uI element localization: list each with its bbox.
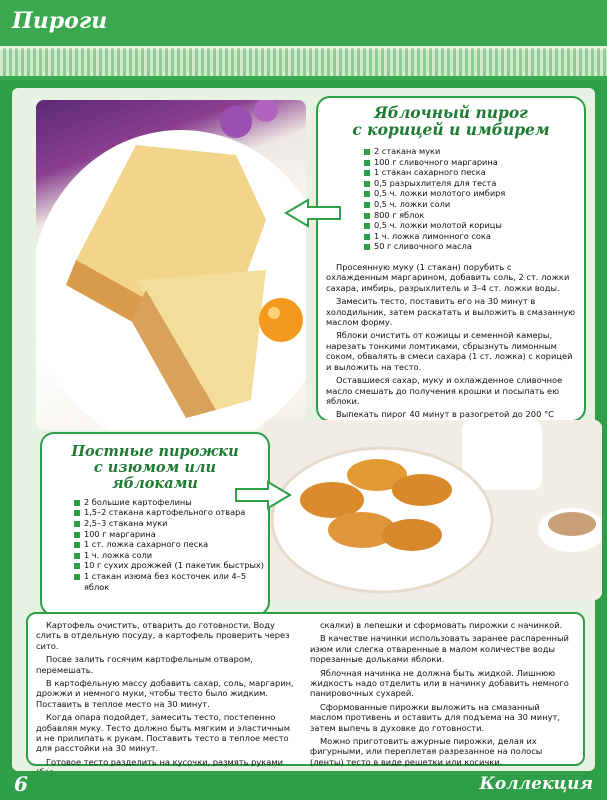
section-title: Пироги	[12, 8, 108, 34]
recipe-card-apple-pie	[316, 96, 586, 422]
ingredient-item: 2 стакана муки	[364, 146, 584, 157]
method-paragraph: В качестве начинки использовать заранее распаренный изюм или слегка отваренные в малом количестве воды порезанные дольками яблоки.	[310, 633, 569, 665]
recipe1-ingredients	[364, 146, 584, 252]
method-paragraph: Просеянную муку (1 стакан) порубить с охлажденным маргарином, добавить соль, 2 ст. ложки сахара, имбирь, разрыхлитель и 3–4 ст. ложки воды.	[326, 262, 570, 293]
method-paragraph: скалки) в лепешки и сформовать пирожки с начинкой.	[320, 620, 563, 630]
recipe-card-pirozhki	[40, 432, 270, 616]
recipe1-title-line1: Яблочный пирог	[374, 103, 528, 122]
method-paragraph: Сформованные пирожки выложить на смазанный маслом противень и оставить для подъема на 30 минут, затем выпечь в духовке до готовности.	[310, 701, 560, 733]
recipe2-method-panel	[26, 612, 585, 766]
recipe2-method-col1	[36, 620, 298, 781]
ingredient-item: 1 ч. ложка соли	[74, 550, 268, 561]
header-band	[0, 0, 607, 80]
method-paragraph: Когда опара подойдет, замесить тесто, постепенно добавляя муку. Тесто должно быть мягким и эластичным и не прилипать к рукам. Поставить тесто в теплое место для расстойки на 30 минут.	[36, 712, 291, 754]
arrow-right-icon	[234, 480, 292, 510]
recipe1-title	[318, 104, 584, 138]
recipe1-method	[326, 262, 576, 430]
method-paragraph: В картофельную массу добавить сахар, соль, маргарин, дрожжи и немного муки, чтобы тесто было жидким. Поставить в теплое место на 30 минут.	[36, 678, 294, 709]
recipe2-title-line2: с изюмом или	[93, 458, 217, 476]
method-paragraph: Выпекать пирог 40 минут в разогретой до 200 °С	[336, 409, 554, 420]
ingredient-item: 100 г маргарина	[74, 529, 268, 540]
method-paragraph: Картофель очистить, отварить до готовности. Воду слить в отдельную посуду, а картофель проверить через сито.	[36, 620, 290, 651]
ingredient-item: 0,5 ч. ложки молотой корицы	[364, 220, 584, 231]
pirozhki-photo	[262, 420, 602, 600]
ingredient-item: 1 ч. ложка лимонного сока	[364, 231, 584, 242]
apple-pie-photo	[36, 100, 306, 430]
method-paragraph: Можно приготовить ажурные пирожки, делая их фигурными, или переплетая разрезанное на полосы (ленты) тесто в виде решетки или косички.	[310, 736, 543, 767]
ingredient-item: 1 стакан изюма без косточек или 4–5 яблок	[74, 571, 268, 592]
ingredient-item: 0,5 разрыхлителя для теста	[364, 178, 584, 189]
recipe1-title-line2: с корицей и имбирем	[352, 120, 550, 140]
ingredient-item: 10 г сухих дрожжей (1 пакетик быстрых)	[74, 560, 268, 571]
recipe2-title-line3: яблоками	[112, 474, 198, 492]
method-paragraph: Яблочная начинка не должна быть жидкой. Лишнюю жидкость надо отделить или в начинку добавить немного панировочных сухарей.	[310, 667, 569, 699]
ingredient-item: 50 г сливочного масла	[364, 241, 584, 252]
lace-border	[0, 48, 607, 76]
method-paragraph: Посве залить госячим картофельным отваром, перемешать.	[36, 654, 253, 675]
ingredient-item: 100 г сливочного маргарина	[364, 157, 584, 168]
ingredient-item: 800 г яблок	[364, 210, 584, 221]
recipe2-ingredients	[74, 497, 268, 592]
ingredient-item: 0,5 ч. ложки молотого имбиря	[364, 188, 584, 199]
ingredient-item: 2,5–3 стакана муки	[74, 518, 268, 529]
ingredient-item: 0,5 ч. ложки соли	[364, 199, 584, 210]
method-paragraph: Готовое тесто разделить на кусочки, размять руками	[46, 756, 284, 767]
ingredient-item: 1 стакан сахарного песка	[364, 167, 584, 178]
page-number: 6	[14, 772, 28, 796]
ingredient-item: 1,5–2 стакана картофельного отвара	[74, 507, 268, 518]
method-paragraph: Замесить тесто, поставить его на 30 минут в холодильник, затем раскатать и выложить в смазанную маслом форму.	[326, 296, 576, 328]
recipe2-title-line1: Постные пирожки	[71, 443, 239, 460]
method-paragraph: Оставшиеся сахар, муку и охлажденное сливочное масло смешать до получения крошки и посыпать ею яблоки.	[326, 375, 563, 406]
ingredient-item: 1 ст. ложка сахарного песка	[74, 539, 268, 550]
magazine-name: Коллекция	[479, 774, 593, 794]
arrow-left-icon	[284, 198, 342, 228]
method-paragraph: Яблоки очистить от кожицы и семенной камеры, нарезать тонкими ломтиками, сбрызнуть лимонным соком, обвалять в смеси сахара (1 ст. ложка) с корицей и выложить на тесто.	[326, 330, 573, 372]
ingredient-item: 2 большие картофелины	[74, 497, 268, 508]
recipe2-method-col2	[310, 620, 574, 770]
